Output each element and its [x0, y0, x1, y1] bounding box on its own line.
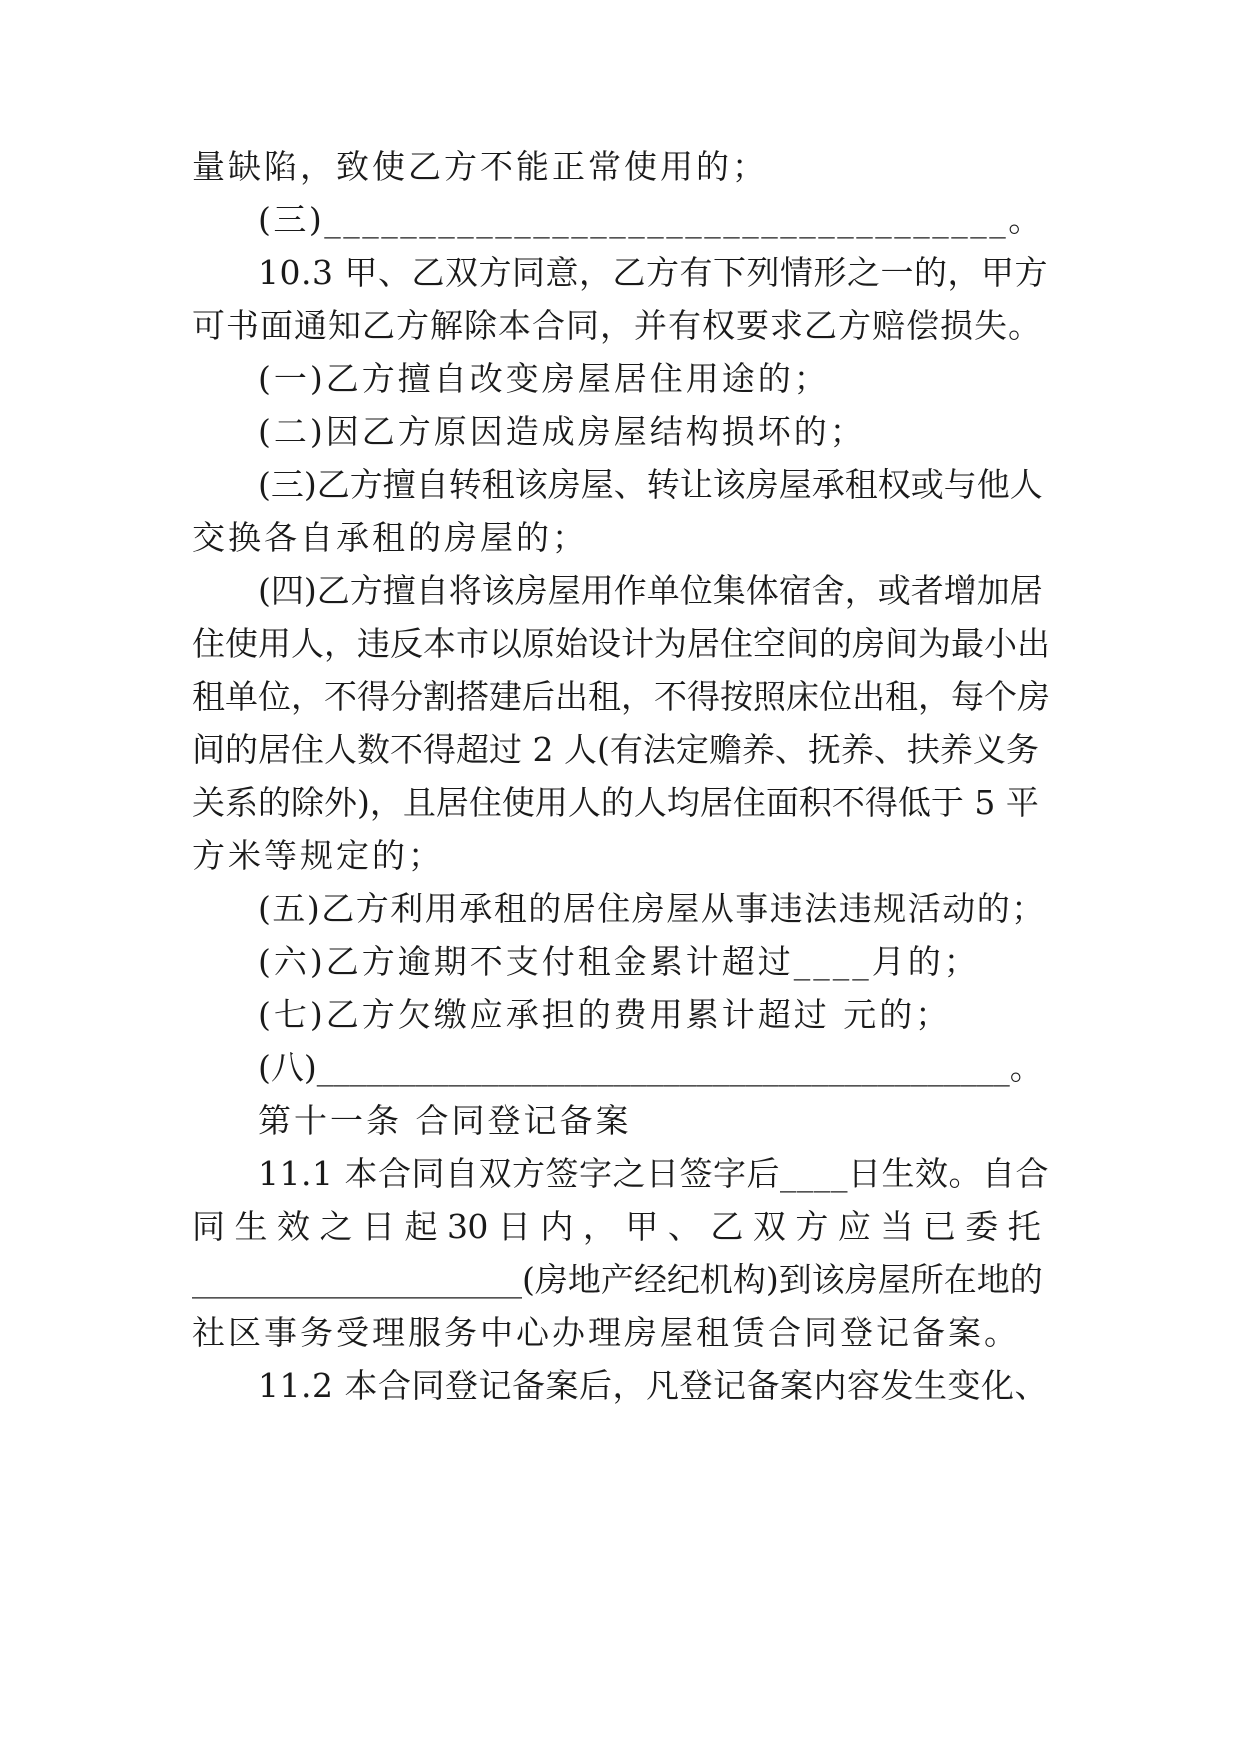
text-line: (三)____________________________________。 [258, 200, 1044, 239]
text-line: 交换各自承租的房屋的； [192, 518, 588, 557]
text-line: (一)乙方擅自改变房屋居住用途的； [258, 359, 830, 398]
text-line: (六)乙方逾期不支付租金累计超过____月的； [258, 942, 980, 981]
text-line: (四)乙方擅自将该房屋用作单位集体宿舍，或者增加居 [258, 571, 1043, 610]
text-line: 关系的除外)，且居住使用人的人均居住面积不得低于 5 平 [192, 783, 1039, 822]
text-line: (五)乙方利用承租的居住房屋从事违法违规活动的； [258, 889, 1046, 928]
text-line: 10.3 甲、乙双方同意，乙方有下列情形之一的，甲方 [258, 253, 1048, 292]
text-line: 量缺陷，致使乙方不能正常使用的； [192, 147, 768, 186]
text-line: 方米等规定的； [192, 836, 444, 875]
text-line: 11.2 本合同登记备案后，凡登记备案内容发生变化、 [258, 1366, 1048, 1405]
text-line: ____________________(房地产经纪机构)到该房屋所在地的 [192, 1260, 1043, 1299]
text-line: 社区事务受理服务中心办理房屋租赁合同登记备案。 [192, 1313, 1020, 1352]
text-line: 可书面通知乙方解除本合同，并有权要求乙方赔偿损失。 [192, 306, 1042, 345]
text-line: 间的居住人数不得超过 2 人(有法定赡养、抚养、扶养义务 [192, 730, 1039, 769]
text-line: (二)因乙方原因造成房屋结构损坏的； [258, 412, 866, 451]
text-line: 租单位，不得分割搭建后出租，不得按照床位出租，每个房 [192, 677, 1050, 716]
section-heading: 第十一条 合同登记备案 [258, 1101, 632, 1140]
text-line: 11.1 本合同自双方签字之日签字后____日生效。自合 [258, 1154, 1049, 1193]
text-line: (七)乙方欠缴应承担的费用累计超过 元的； [258, 995, 952, 1034]
text-line: 住使用人，违反本市以原始设计为居住空间的房间为最小出 [192, 624, 1050, 663]
text-line: (三)乙方擅自转租该房屋、转让该房屋承租权或与他人 [258, 465, 1043, 504]
text-line: (八)__________________________________________。 [258, 1048, 1043, 1087]
text-line: 同 生 效 之 日 起 30 日 内 ， 甲 、 乙 双 方 应 当 已 委 托 [192, 1207, 1041, 1246]
